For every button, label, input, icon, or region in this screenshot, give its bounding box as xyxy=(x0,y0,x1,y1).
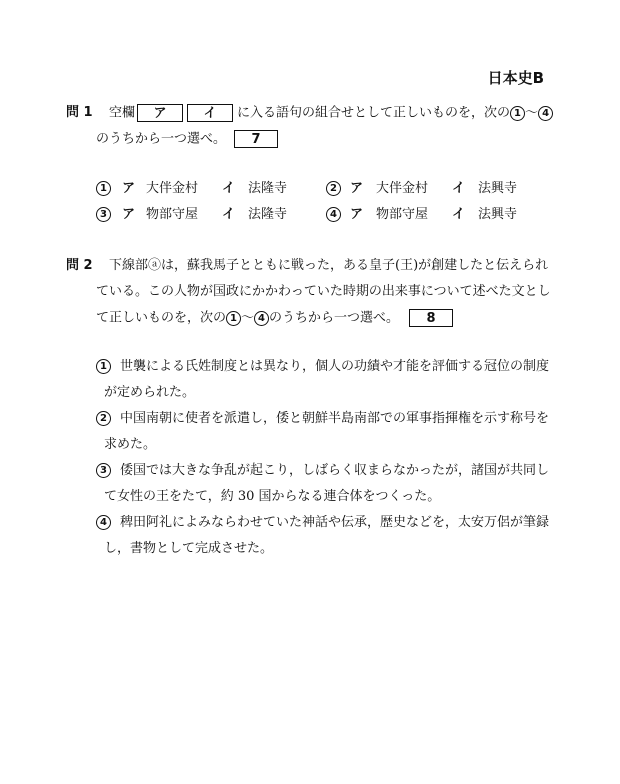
option-value: 大伴金村 xyxy=(376,181,429,196)
choice-text: し，書物として完成させた。 xyxy=(104,541,274,556)
choice-text: 世襲による氏姓制度とは異なり，個人の功績や才能を評価する冠位の制度 xyxy=(120,359,550,374)
circled-number: 1 xyxy=(96,181,111,196)
circled-number: 1 xyxy=(226,311,241,326)
q2-line-3-after: のうちから一つ選べ。 xyxy=(269,310,400,326)
answer-box-7: 7 xyxy=(234,130,278,148)
q1-text-before: 空欄 xyxy=(109,105,136,121)
option-value: 法興寺 xyxy=(478,207,518,222)
choice-text: 倭国では大きな争乱が起こり，しばらく収まらなかったが，諸国が共同し xyxy=(120,463,550,478)
circled-number: 3 xyxy=(96,207,111,222)
circled-number: 4 xyxy=(254,311,269,326)
q2-line-3-before: て正しいものを，次の xyxy=(96,310,227,326)
circled-number: 2 xyxy=(326,181,341,196)
question-2-line-1: 下線部ⓐは，蘇我馬子とともに戦った，ある皇子(王)が創建したと伝えられ xyxy=(109,258,549,273)
tilde: 〜 xyxy=(241,310,255,326)
option-label: ア xyxy=(122,207,136,222)
option-label: イ xyxy=(222,207,236,222)
option-label: ア xyxy=(350,181,364,196)
option-value: 法隆寺 xyxy=(248,181,288,196)
question-2-line-2: ている。この人物が国政にかかわっていた時期の出来事について述べた文とし xyxy=(96,284,551,299)
question-1-number: 問 1 xyxy=(66,105,93,120)
choice-text: て女性の王をたて，約 30 国からなる連合体をつくった。 xyxy=(104,489,441,504)
question-2-number: 問 2 xyxy=(66,258,93,273)
option-label: イ xyxy=(452,207,466,222)
circled-number: 4 xyxy=(96,515,111,530)
circled-number: 2 xyxy=(96,411,111,426)
choice-text: 稗田阿礼によみならわせていた神話や伝承，歴史などを，太安万侶が筆録 xyxy=(120,515,550,530)
option-label: イ xyxy=(222,181,236,196)
circled-number: 1 xyxy=(510,106,525,121)
option-value: 法隆寺 xyxy=(248,207,288,222)
choice-text: が定められた。 xyxy=(104,385,196,400)
question-2-line-3 xyxy=(96,309,453,328)
choice-text: 中国南朝に使者を派遣し，倭と朝鮮半島南部での軍事指揮権を示す称号を xyxy=(120,411,550,426)
circled-number: 4 xyxy=(326,207,341,222)
circled-number: 4 xyxy=(538,106,553,121)
option-label: ア xyxy=(122,181,136,196)
tilde: 〜 xyxy=(525,105,539,121)
subject-title: 日本史B xyxy=(487,69,544,87)
question-1-line-1 xyxy=(109,104,553,123)
blank-a-box: ア xyxy=(137,104,183,122)
option-value: 物部守屋 xyxy=(376,207,429,222)
option-value: 法興寺 xyxy=(478,181,518,196)
answer-box-8: 8 xyxy=(409,309,453,327)
choice-text: 求めた。 xyxy=(104,437,157,452)
q1-text-after: に入る語句の組合せとして正しいものを，次の xyxy=(237,105,511,121)
option-label: ア xyxy=(350,207,364,222)
circled-number: 3 xyxy=(96,463,111,478)
question-1-line-2 xyxy=(96,130,278,149)
circled-number: 1 xyxy=(96,359,111,374)
option-label: イ xyxy=(452,181,466,196)
blank-b-box: イ xyxy=(187,104,233,122)
option-value: 物部守屋 xyxy=(146,207,199,222)
option-value: 大伴金村 xyxy=(146,181,199,196)
q1-line-2-text: のうちから一つ選べ。 xyxy=(96,131,227,147)
